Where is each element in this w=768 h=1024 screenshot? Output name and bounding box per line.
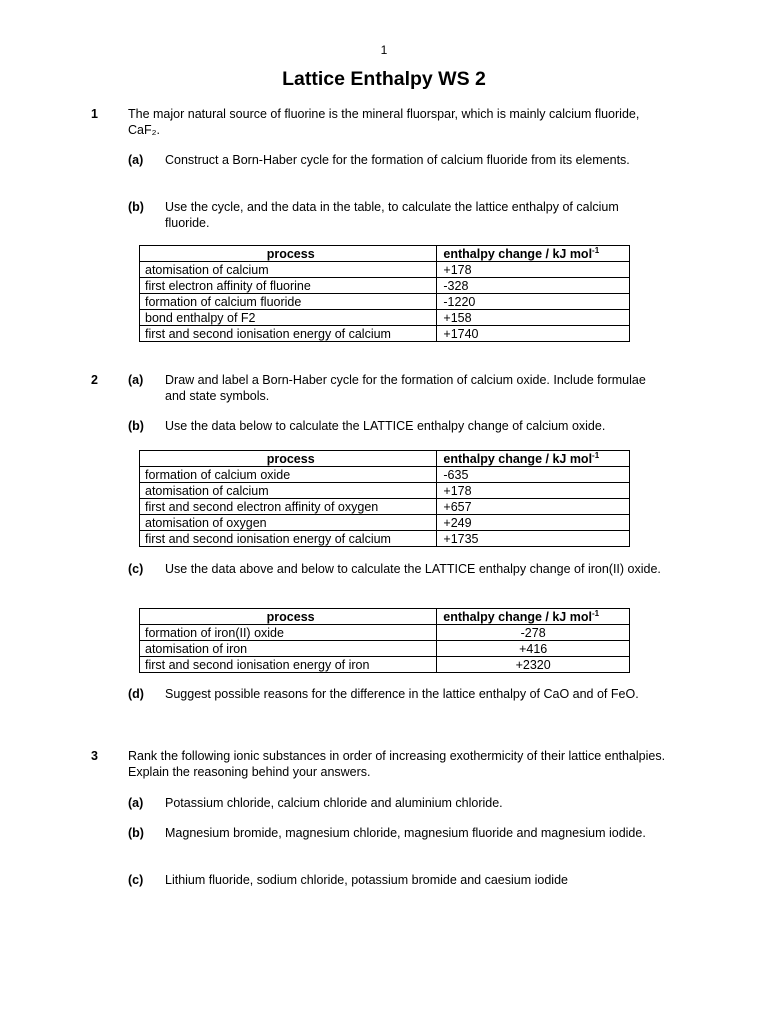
table-row	[140, 326, 630, 342]
question-1-text: The major natural source of fluorine is the mineral fluorspar, which is mainly calcium fluoride, CaF₂.	[128, 107, 640, 137]
table-row	[140, 467, 630, 483]
question-1b-label: (b)	[128, 200, 144, 214]
question-3c-text: Lithium fluoride, sodium chloride, potassium bromide and caesium iodide	[165, 873, 568, 887]
question-2d-label: (d)	[128, 687, 144, 701]
table-iron-oxide	[139, 608, 630, 673]
table-row	[140, 625, 630, 641]
question-2b-label: (b)	[128, 419, 144, 433]
process-cell: formation of calcium fluoride	[140, 294, 437, 310]
process-cell: first and second electron affinity of oxygen	[140, 499, 437, 515]
question-2d-text: Suggest possible reasons for the difference in the lattice enthalpy of CaO and of FeO.	[165, 687, 639, 701]
question-3b-text: Magnesium bromide, magnesium chloride, magnesium fluoride and magnesium iodide.	[165, 826, 646, 840]
table-row	[140, 499, 630, 515]
question-3b-label: (b)	[128, 826, 144, 840]
process-cell: first and second ionisation energy of calcium	[140, 326, 437, 342]
value-cell: +178	[437, 262, 630, 278]
value-cell: +249	[437, 515, 630, 531]
question-1a-text: Construct a Born-Haber cycle for the formation of calcium fluoride from its elements.	[165, 153, 630, 167]
value-cell: -278	[437, 625, 630, 641]
process-cell: formation of iron(II) oxide	[140, 625, 437, 641]
page-title: Lattice Enthalpy WS 2	[282, 68, 486, 90]
table-header-row	[140, 451, 630, 467]
process-cell: atomisation of calcium	[140, 483, 437, 499]
header-process: process	[140, 246, 437, 262]
table-row	[140, 294, 630, 310]
process-cell: first electron affinity of fluorine	[140, 278, 437, 294]
value-cell: -1220	[437, 294, 630, 310]
question-3a-text: Potassium chloride, calcium chloride and aluminium chloride.	[165, 796, 503, 810]
process-cell: atomisation of iron	[140, 641, 437, 657]
table-row	[140, 278, 630, 294]
header-enthalpy: enthalpy change / kJ mol$^{-1}$	[437, 451, 630, 467]
question-2c-label: (c)	[128, 562, 144, 576]
question-3a-label: (a)	[128, 796, 144, 810]
process-cell: bond enthalpy of F2	[140, 310, 437, 326]
question-2a-text: Draw and label a Born-Haber cycle for the formation of calcium oxide. Include formulae and state symbols.	[165, 373, 646, 403]
question-2c-text: Use the data above and below to calculate the LATTICE enthalpy change of iron(II) oxide.	[165, 562, 661, 576]
table-calcium-oxide	[139, 450, 630, 547]
question-2-number: 2	[91, 373, 98, 387]
process-cell: formation of calcium oxide	[140, 467, 437, 483]
header-process: process	[140, 609, 437, 625]
value-cell: +1740	[437, 326, 630, 342]
table-row	[140, 531, 630, 547]
value-cell: +178	[437, 483, 630, 499]
question-1a-label: (a)	[128, 153, 144, 167]
header-process: process	[140, 451, 437, 467]
value-cell: +2320	[437, 657, 630, 673]
table-calcium-fluoride	[139, 245, 630, 342]
process-cell: first and second ionisation energy of iron	[140, 657, 437, 673]
table-row	[140, 515, 630, 531]
value-cell: +1735	[437, 531, 630, 547]
table-header-row	[140, 246, 630, 262]
table-row	[140, 641, 630, 657]
page-number: 1	[380, 43, 388, 57]
header-enthalpy: enthalpy change / kJ mol$^{-1}$	[437, 609, 630, 625]
question-2b-text: Use the data below to calculate the LATTICE enthalpy change of calcium oxide.	[165, 419, 606, 433]
table-row	[140, 310, 630, 326]
question-2a-label: (a)	[128, 373, 144, 387]
value-cell: +657	[437, 499, 630, 515]
question-3-text: Rank the following ionic substances in order of increasing exothermicity of their lattice enthalpies. Explain the reasoning behind your answers.	[128, 749, 666, 779]
table-row	[140, 262, 630, 278]
table-row	[140, 483, 630, 499]
value-cell: -328	[437, 278, 630, 294]
table-row	[140, 657, 630, 673]
question-3-number: 3	[91, 749, 98, 763]
table-header-row	[140, 609, 630, 625]
question-3c-label: (c)	[128, 873, 144, 887]
value-cell: +158	[437, 310, 630, 326]
header-enthalpy: enthalpy change / kJ mol$^{-1}$	[437, 246, 630, 262]
question-1-number: 1	[91, 107, 98, 121]
value-cell: +416	[437, 641, 630, 657]
value-cell: -635	[437, 467, 630, 483]
process-cell: atomisation of calcium	[140, 262, 437, 278]
question-1b-text: Use the cycle, and the data in the table, to calculate the lattice enthalpy of calcium fluoride.	[165, 200, 619, 230]
process-cell: first and second ionisation energy of calcium	[140, 531, 437, 547]
process-cell: atomisation of oxygen	[140, 515, 437, 531]
